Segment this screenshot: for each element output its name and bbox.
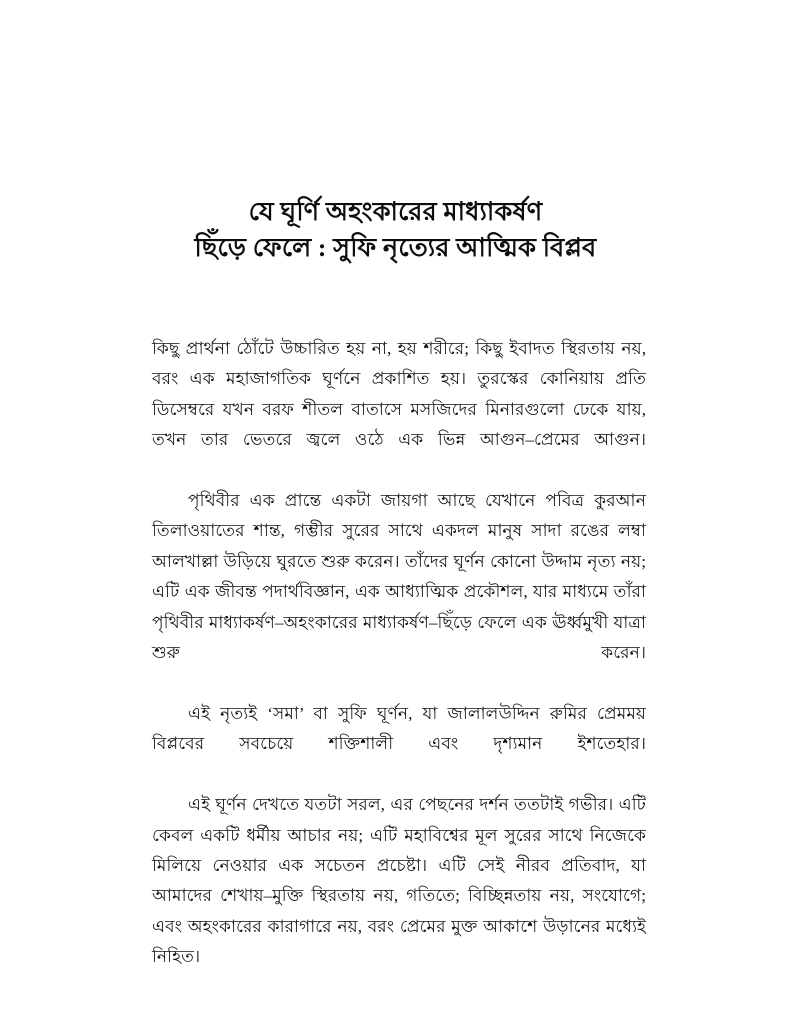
article-body: [152, 334, 646, 1003]
body-paragraph: পৃথিবীর এক প্রান্তে একটা জায়গা আছে যেখানে পবিত্র কুরআন তিলাওয়াতের শান্ত, গম্ভীর সুরের সাথে একদল মানুষ সাদা রঙের লম্বা আলখাল্লা উড়িয়ে ঘুরতে শুরু করেন। তাঁদের ঘূর্ণন কোনো উদ্দাম নৃত্য নয়; এটি এক জীবন্ত পদার্থবিজ্ঞান, এক আধ্যাত্মিক প্রকৌশল, যার মাধ্যমে তাঁরা পৃথিবীর মাধ্যাকর্ষণ–অহংকারের মাধ্যাকর্ষণ–ছিঁড়ে ফেলে এক ঊর্ধ্বমুখী যাত্রা শুরু করেন।: [152, 491, 646, 663]
body-paragraph: এই ঘূর্ণন দেখতে যতটা সরল, এর পেছনের দর্শন ততটাই গভীর। এটি কেবল একটি ধর্মীয় আচার নয়; এটি মহাবিশ্বের মূল সুরের সাথে নিজেকে মিলিয়ে নেওয়ার এক সচেতন প্রচেষ্টা। এটি সেই নীরব প্রতিবাদ, যা আমাদের শেখায়–মুক্তি স্থিরতায় নয়, গতিতে; বিচ্ছিন্নতায় নয়, সংযোগে; এবং অহংকারের কারাগারে নয়, বরং প্রেমের মুক্ত আকাশে উড়ানের মধ্যেই নিহিত।: [152, 795, 646, 967]
body-paragraph: কিছু প্রার্থনা ঠোঁটে উচ্চারিত হয় না, হয় শরীরে; কিছু ইবাদত স্থিরতায় নয়, বরং এক মহাজাগতিক ঘূর্ণনে প্রকাশিত হয়। তুরস্কের কোনিয়ায় প্রতি ডিসেম্বরে যখন বরফ শীতল বাতাসে মসজিদের মিনারগুলো ঢেকে যায়, তখন তার ভেতরে জ্বলে ওঠে এক ভিন্ন আগুন–প্রেমের আগুন।: [152, 339, 646, 450]
title-line-2: ছিঁড়ে ফেলে : সুফি নৃত্যের আত্মিক বিপ্লব: [194, 233, 597, 262]
article-title: [0, 194, 791, 266]
title-line-1: যে ঘূর্ণি অহংকারের মাধ্যাকর্ষণ: [248, 197, 543, 226]
body-paragraph: এই নৃত্যই ‘সমা’ বা সুফি ঘূর্ণন, যা জালালউদ্দিন রুমির প্রেমময় বিপ্লবের সবচেয়ে শক্তিশালী এবং দৃশ্যমান ইশতেহার।: [152, 703, 646, 754]
